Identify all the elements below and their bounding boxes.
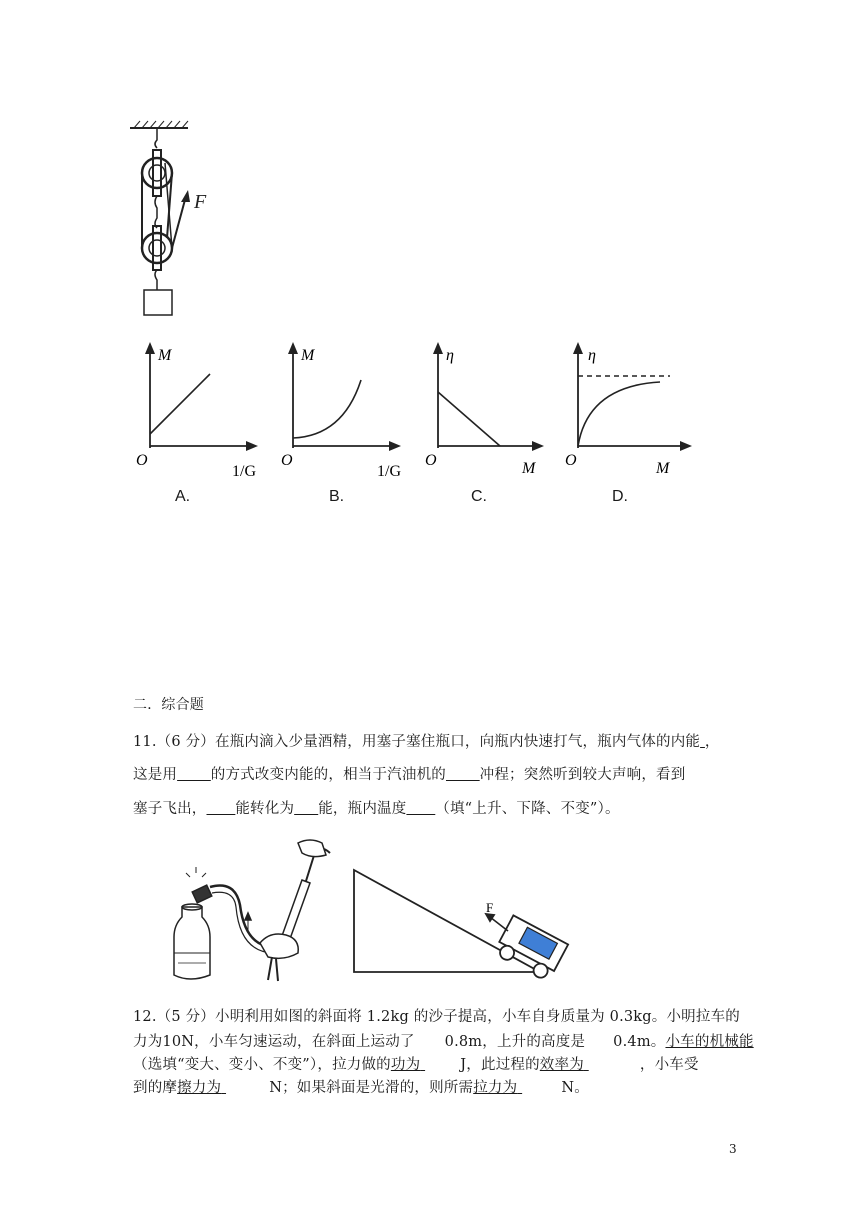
- graph-b: [273, 340, 413, 485]
- option-c-label: C.: [471, 488, 487, 505]
- graph-c-x-label: M: [522, 460, 536, 477]
- graph-b-x-label: 1/G: [377, 463, 401, 480]
- q11-blank-energy-to: [294, 801, 318, 817]
- graph-c-y-label: η: [446, 347, 454, 364]
- graph-d-x-label: M: [656, 460, 670, 477]
- q12-line-4: 到的摩擦力为 N；如果斜面是光滑的，则所需拉力为 N。: [133, 1080, 589, 1096]
- q11-blank-method: [177, 767, 211, 783]
- q12-mechanical-energy-blank: 小车的机械能: [665, 1034, 754, 1050]
- option-b-label: B.: [329, 488, 345, 505]
- q11-blank-energy-from: [207, 801, 236, 817]
- q11-blank-stroke: [446, 767, 480, 783]
- page-number: 3: [729, 1142, 737, 1156]
- force-label: F: [194, 191, 207, 213]
- graph-d: [560, 340, 700, 485]
- graph-a: [130, 340, 270, 485]
- option-a-label: A.: [175, 488, 191, 505]
- option-d-label: D.: [612, 488, 628, 505]
- incline-force-label: F: [486, 900, 494, 915]
- graph-a-y-label: M: [158, 347, 172, 364]
- q12-line-1: 12.（5 分）小明利用如图的斜面将 1.2kg 的沙子提高，小车自身质量为 0.3kg。小明拉车的: [133, 1009, 740, 1025]
- graph-c: [420, 340, 560, 485]
- q12-line-3: （选填“变大、变小、不变”），拉力做的功为 J，此过程的效率为 ，小车受: [133, 1057, 699, 1073]
- graph-a-x-label: 1/G: [232, 463, 256, 480]
- bottle-with-pump: [174, 840, 330, 981]
- inclined-plane: [354, 870, 568, 982]
- experiment-figure: [160, 835, 580, 985]
- q12-line-2: 力为10N，小车匀速运动，在斜面上运动了 0.8m，上升的高度是 0.4m。小车的机械能: [133, 1034, 754, 1050]
- graph-d-y-label: η: [588, 347, 596, 364]
- graph-b-y-label: M: [301, 347, 315, 364]
- q11-line-1: 11.（6 分）在瓶内滴入少量酒精，用塞子塞住瓶口，向瓶内快速打气，瓶内气体的内能 ，: [133, 734, 720, 750]
- graph-b-origin: O: [281, 452, 293, 469]
- graph-d-origin: O: [565, 452, 577, 469]
- q11-line-3: 塞子飞出， 能转化为 能，瓶内温度 （填“上升、下降、不变”）。: [133, 801, 620, 817]
- q11-blank-temperature: [406, 801, 435, 817]
- graph-c-origin: O: [425, 452, 437, 469]
- q11-line-2: 这是用 的方式改变内能的，相当于汽油机的 冲程；突然听到较大声响，看到: [133, 767, 686, 783]
- section-heading: 二．综合题: [133, 697, 204, 713]
- graph-a-origin: O: [136, 452, 148, 469]
- pulley-figure: [120, 118, 230, 318]
